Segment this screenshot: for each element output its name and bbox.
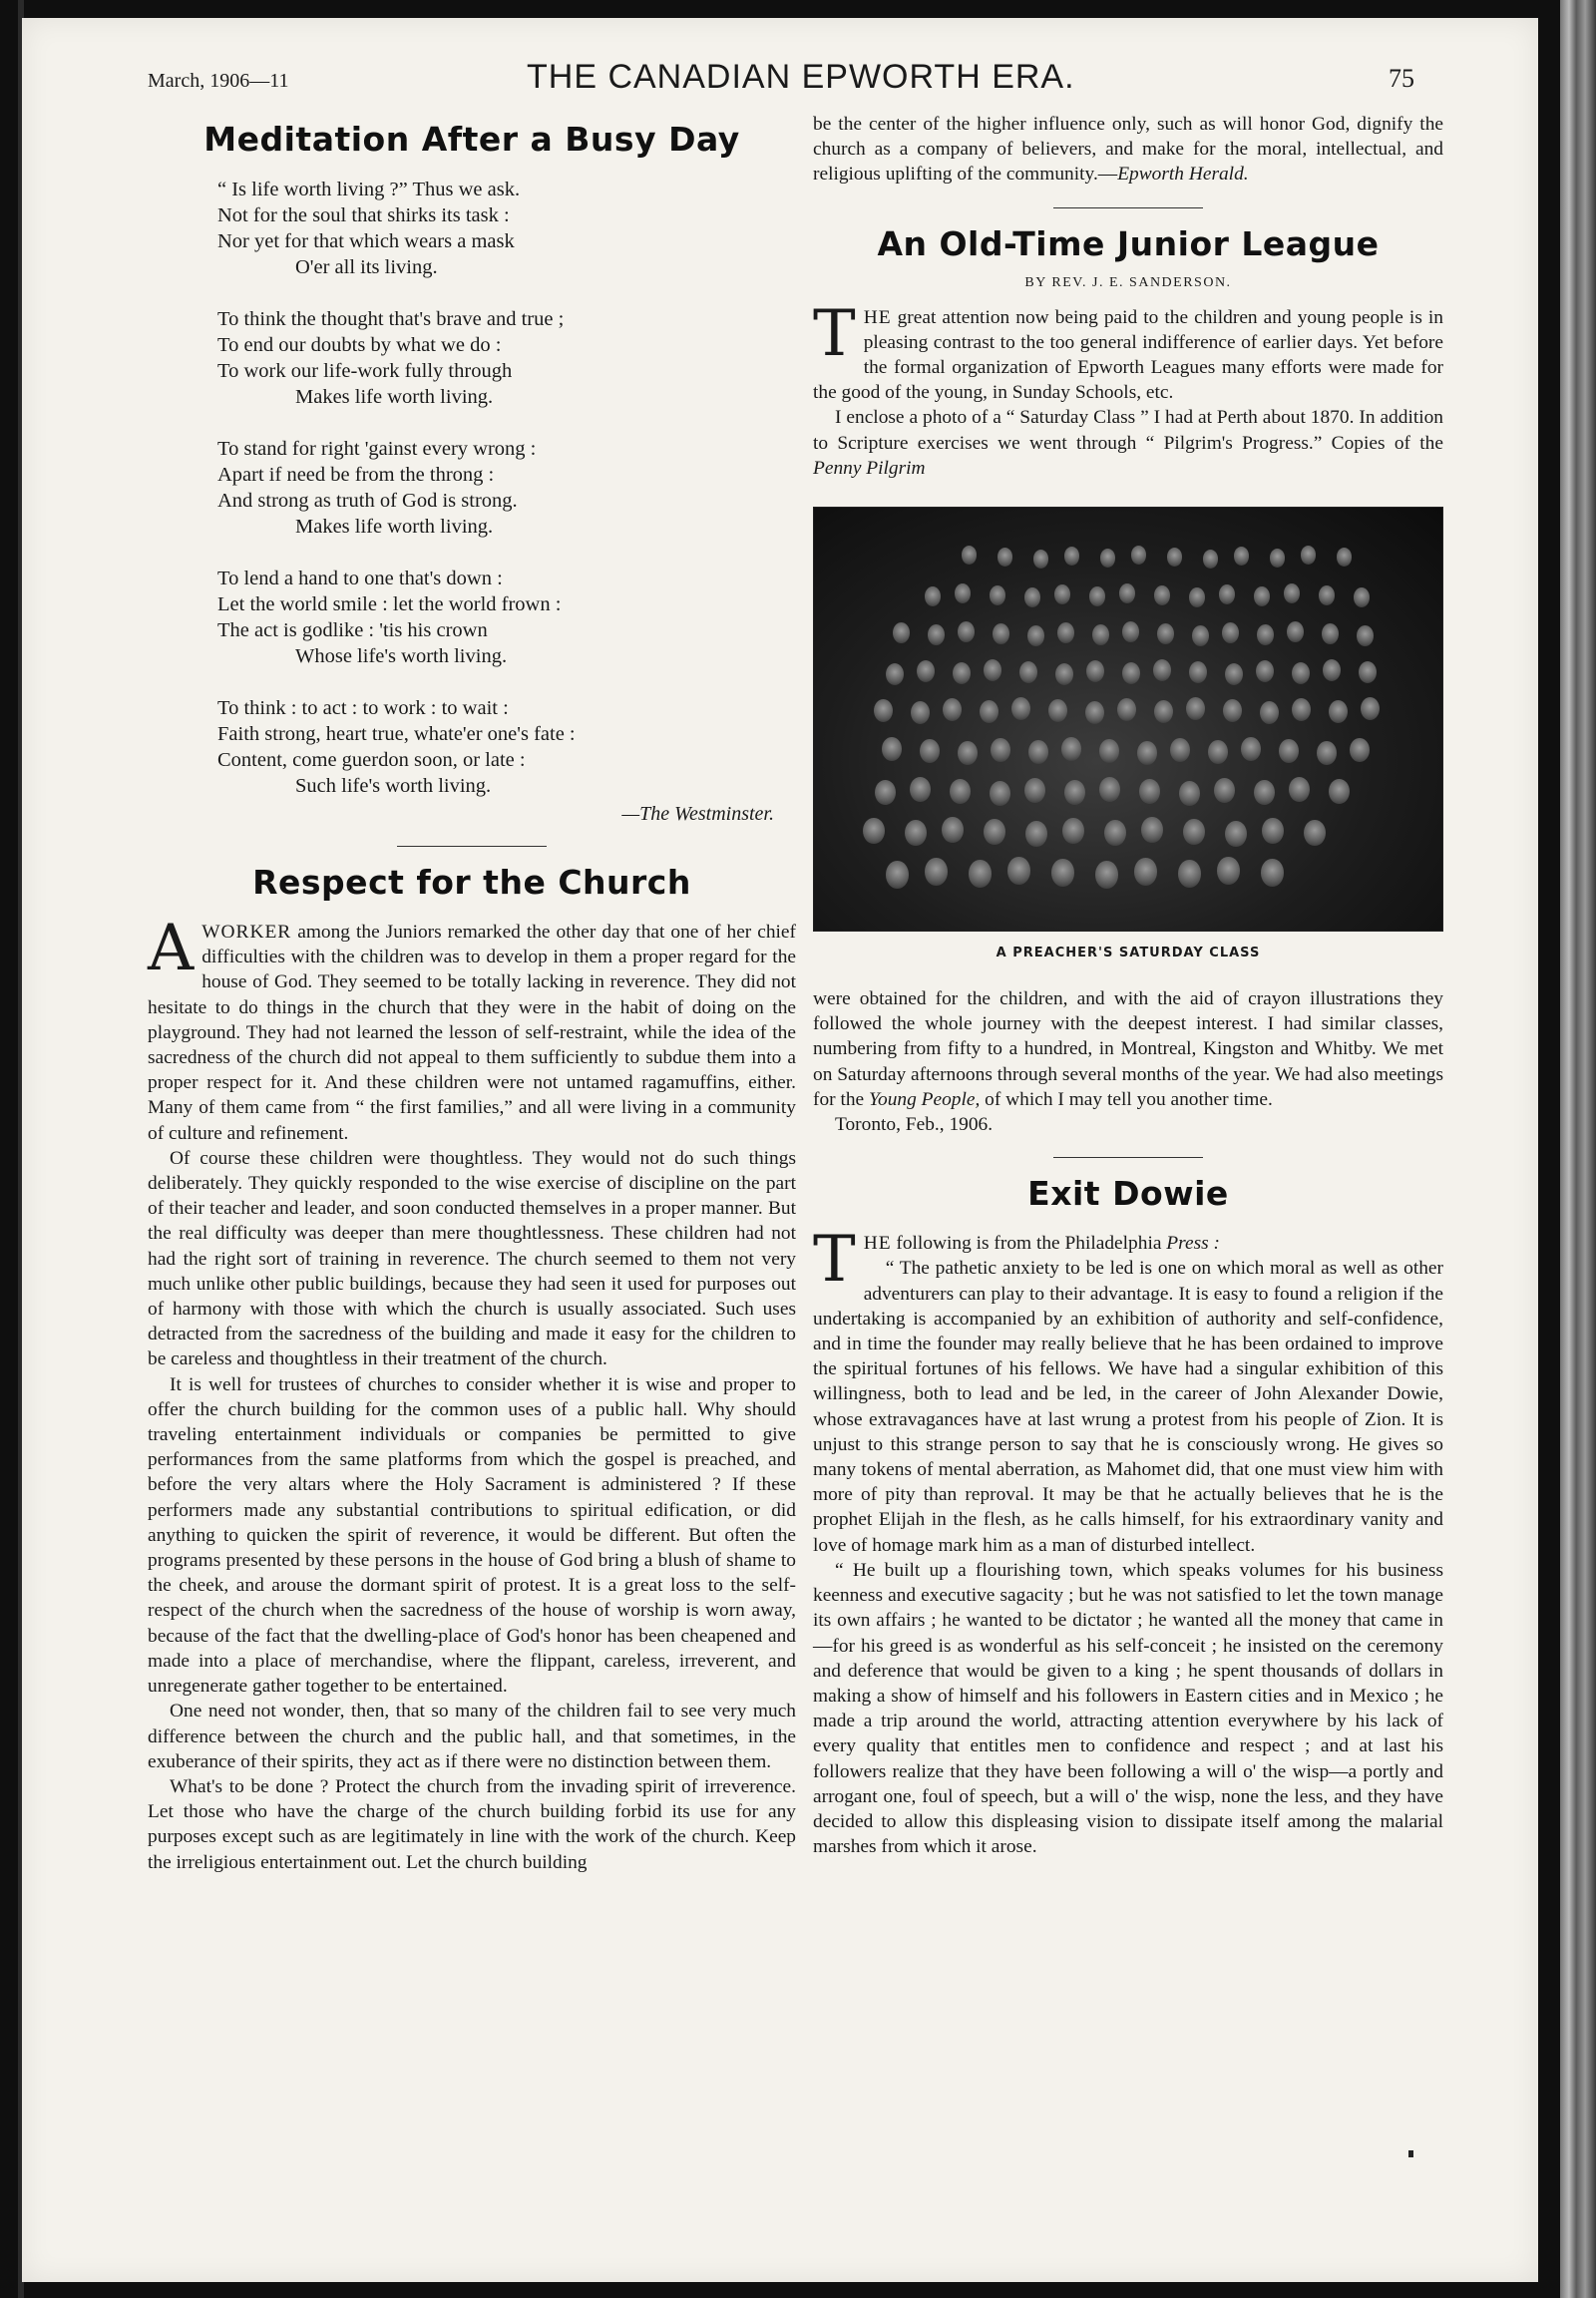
poem-line: Makes life worth living. — [295, 386, 494, 408]
photo-figure — [1099, 739, 1119, 763]
poem-line: To lend a hand to one that's down : — [217, 568, 503, 589]
poem-line: Makes life worth living. — [295, 516, 494, 538]
photo-figure — [1219, 584, 1235, 604]
photo-figure — [984, 659, 1001, 681]
photo-figure — [1234, 547, 1249, 566]
poem-line: To stand for right 'gainst every wrong : — [217, 438, 537, 460]
photo-figure — [875, 780, 896, 805]
photo-figure — [1354, 587, 1370, 607]
photo-figure — [1256, 660, 1274, 682]
photo-figure — [1057, 622, 1074, 643]
photo-figure — [1061, 737, 1081, 761]
poem-stanza — [217, 695, 796, 799]
photo-figure — [1092, 624, 1109, 645]
photo-figure — [1350, 738, 1370, 762]
photo-figure — [1100, 549, 1115, 568]
photo-figure — [1062, 818, 1084, 844]
drop-cap: A — [148, 912, 195, 985]
page-number: 75 — [1389, 64, 1414, 93]
photo-figure — [863, 818, 885, 844]
poem-line: The act is godlike : 'tis his crown — [217, 619, 488, 641]
respect-paragraph: It is well for trustees of churches to consider whether it is wise and proper to offer the church building for the common uses of a public hall. Why should traveling entertainment individuals or companies be permitted to give performances from the same platforms from which the gospel is preached, and before the very altars where the Holy Sacrament is administered ? If these performers made any substantial contributions to spiritual edification, or did anything to quicken the spirit of reverence, it would be different. But often the programs presented by these persons in the house of God bring a blush of shame to the cheek, and arouse the dormant spirit of protest. It is a great loss to the self-respect of the church when the sacredness of the house of worship is worn away, because of the fact that the dwelling-place of God's honor has been cheapened and made into a place of merchandise, where the flippant, careless, irreverent, and unregenerate gather together to be entertained. — [148, 1373, 796, 1698]
photo-figure — [1225, 821, 1247, 847]
photo-figure — [1260, 701, 1279, 724]
photo-figure — [893, 622, 910, 643]
poem-line: Content, come guerdon soon, or late : — [217, 749, 526, 771]
photo-figure — [980, 700, 998, 723]
photo-figure — [925, 858, 948, 886]
photo-figure — [1292, 698, 1311, 721]
respect-paragraph: AWORKER among the Juniors remarked the other day that one of her chief difficulties with the children was to develop in them a proper regard for the house of God. They seemed to be totally lacking in reverence. They did not hesitate to do things in the church that they were in the habit of doing on the playground. They had not learned the lesson of self-restraint, while the idea of the sacredness of the church did not appeal to them sufficiently to subdue them into a proper respect for it. And these children were not untamed ragamuffins, either. Many of them came from “ the first families,” and all were living in a community of culture and refinement. — [148, 912, 796, 1144]
photo-figure — [1329, 700, 1348, 723]
class-photograph — [813, 507, 1443, 932]
photo-figure — [1024, 778, 1045, 803]
photo-figure — [1051, 859, 1074, 887]
dowie-article: THE following is from the Philadelphia Press : “ The pathetic anxiety to be led is one on which moral as well as other adventurers can play to their advantage. It is easy to found a religion if the undertaking is accompanied by an exhibition of authority and self-confidence, and in time the founder may really believe that he has been ordained to improve the spiritual fortunes of his fellows. We have had a singular exhibition of this willingness, both to lead and be led, in the career of John Alexander Dowie, whose extravagances have at last wrung a protest from his people of Zion. It is unjust to this strange person to say that he is consciously wrong. He gives so many tokens of mental aberration, as Mahomet did, that one must view him with more of pity than reproval. It may be that he actually believes that he is the prophet Elijah in the flesh, as he calls himself, for his extraordinary vanity and love of homage mark him as a man of disturbed intellect. “ He built up a flourishing town, which speaks volumes for his business keenness and executive sagacity ; but he was not satisfied to let the town manage its own affairs ; he wanted to be dictator ; he wanted all the money that came in—for his greed is as wonderful as his self-conceit ; he insisted on the ceremony and deference that would be given to a king ; he spent thousands of dollars in making a show of himself and his followers in Eastern cities and in Mexico ; he made a trip around the world, attracting attention everywhere by his lack of every quality that entitles men to confidence and respect ; and at last his followers realize that they have been following a will o' the wisp—a portly and arrogant one, foul of speech, but a will o' the wisp, none the less, and they have decided to allow this displeasing vision to dissipate itself among the malarial marshes from which it arose. — [813, 1231, 1443, 1859]
photo-figure — [1139, 779, 1160, 804]
poem-line: Let the world smile : let the world frown : — [217, 593, 562, 615]
respect-paragraph: One need not wonder, then, that so many of the children fail to see very much difference between the church and the public hall, and that sometimes, in the exuberance of their spirits, they act as if there were no distinction between them. — [148, 1701, 796, 1772]
poem-line: Faith strong, heart true, whate'er one's fate : — [217, 723, 576, 745]
photo-figure — [1095, 861, 1118, 889]
section-divider — [1053, 207, 1203, 208]
poem-line: “ Is life worth living ?” Thus we ask. — [217, 179, 521, 200]
photo-figure — [1241, 737, 1261, 761]
respect-title: Respect for the Church — [252, 863, 691, 902]
issue-date: March, 1906—11 — [148, 70, 289, 92]
photo-figure — [984, 819, 1005, 845]
photo-figure — [1086, 660, 1104, 682]
photo-figure — [1254, 586, 1270, 606]
poem-stanza — [217, 306, 796, 410]
meditation-title: Meditation After a Busy Day — [203, 120, 740, 159]
photo-figure — [969, 860, 992, 888]
photo-figure — [1170, 738, 1190, 762]
photo-figure — [1137, 741, 1157, 765]
photo-figure — [1361, 697, 1380, 720]
poem-line: Not for the soul that shirks its task : — [217, 204, 510, 226]
photo-figure — [1157, 623, 1174, 644]
meditation-poem — [217, 177, 796, 799]
poem-line: Apart if need be from the throng : — [217, 464, 495, 486]
photo-figure — [1153, 659, 1171, 681]
photo-figure — [1122, 621, 1139, 642]
drop-cap: T — [813, 296, 856, 371]
photo-figure — [943, 698, 962, 721]
photo-figure — [1322, 623, 1339, 644]
photo-figure — [1319, 585, 1335, 605]
photo-figure — [1131, 546, 1146, 565]
photo-figure — [1222, 622, 1239, 643]
photo-figure — [991, 738, 1010, 762]
photo-figure — [1357, 625, 1374, 646]
photo-figure — [886, 663, 904, 685]
photo-figure — [1134, 858, 1157, 886]
section-divider — [1053, 1157, 1203, 1158]
photo-figure — [1279, 739, 1299, 763]
photo-figure — [1104, 820, 1126, 846]
photo-figure — [1027, 625, 1044, 646]
photo-figure — [1007, 857, 1030, 885]
photo-figure — [958, 621, 975, 642]
poem-stanza — [217, 566, 796, 669]
poem-line: And strong as truth of God is strong. — [217, 490, 518, 512]
poem-line: To work our life-work fully through — [217, 360, 513, 382]
photo-figure — [1178, 860, 1201, 888]
respect-article — [148, 912, 796, 1875]
photo-figure — [1317, 741, 1337, 765]
photo-figure — [1189, 587, 1205, 607]
photo-figure — [990, 585, 1005, 605]
junior-league-byline: BY REV. J. E. SANDERSON. — [1024, 274, 1232, 290]
photo-figure — [955, 583, 971, 603]
photo-figure — [1261, 859, 1284, 887]
photo-figure — [993, 623, 1009, 644]
photo-figure — [1085, 701, 1104, 724]
photo-figure — [928, 624, 945, 645]
photo-figure — [1214, 778, 1235, 803]
dowie-paragraph: “ The pathetic anxiety to be led is one on which moral as well as other adventurers can play to their advantage. It is easy to found a religion if the undertaking is accompanied by an exhibition of authority and self-confidence, and in time the founder may really believe that he has been ordained to improve the spiritual fortunes of his fellows. We have had a singular exhibition of this willingness, both to lead and be led, in the career of John Alexander Dowie, whose extravagances have at last wrung a protest from his people of Zion. It is unjust to this strange person to say that he is consciously wrong. He gives so many tokens of mental aberration, as Mahomet did, that one must view him with more of pity than reproval. It may be that he actually believes that he is the prophet Elijah in the flesh, as he calls himself, for his extraordinary vanity and love of homage mark him as a man of disturbed intellect. — [813, 1258, 1443, 1556]
photo-figure — [925, 586, 941, 606]
photo-figure — [1119, 583, 1135, 603]
poem-stanza — [217, 177, 796, 280]
photo-figure — [1287, 621, 1304, 642]
end-mark — [1408, 2150, 1413, 2157]
photo-figure — [1217, 857, 1240, 885]
photo-figure — [1011, 697, 1030, 720]
photo-figure — [1257, 624, 1274, 645]
photo-figure — [1183, 819, 1205, 845]
photo-figure — [874, 699, 893, 722]
left-column — [148, 112, 796, 1875]
poem-line: To think : to act : to work : to wait : — [217, 697, 509, 719]
photo-figure — [998, 548, 1012, 567]
photo-figure — [886, 861, 909, 889]
photo-figure — [990, 781, 1010, 806]
photo-figure — [1154, 700, 1173, 723]
drop-cap: T — [813, 1223, 856, 1298]
photo-figure — [1262, 818, 1284, 844]
photo-figure — [1284, 583, 1300, 603]
photo-figure — [1203, 550, 1218, 569]
photo-figure — [920, 739, 940, 763]
photo-figure — [917, 660, 935, 682]
section-divider — [397, 846, 547, 847]
photo-figure — [1192, 625, 1209, 646]
photo-figure — [1064, 547, 1079, 566]
junior-league-article-cont: were obtained for the children, and with the aid of crayon illustrations they followed the whole journey with the deepest interest. I had similar classes, numbering from fifty to a hundred, in Montreal, Kingston and Whitby. We met on Saturday afternoons through several months of the year. We had also meetings for the Young People, of which I may tell you another time. Toronto, Feb., 1906. — [813, 986, 1443, 1137]
photo-figure — [1289, 777, 1310, 802]
respect-source: Epworth Herald. — [1117, 164, 1249, 186]
poem-line: O'er all its living. — [295, 256, 438, 278]
photo-figure — [1028, 740, 1048, 764]
photo-figure — [1337, 548, 1352, 567]
photo-figure — [911, 701, 930, 724]
photo-figure — [1304, 820, 1326, 846]
photo-figure — [1179, 781, 1200, 806]
photo-figure — [1024, 587, 1040, 607]
photo-figure — [1225, 663, 1243, 685]
photo-figure — [1055, 663, 1073, 685]
photo-figure — [1329, 779, 1350, 804]
photo-figure — [1323, 659, 1341, 681]
poem-line: Whose life's worth living. — [295, 645, 508, 667]
photo-figure — [1089, 586, 1105, 606]
photo-figure — [1208, 740, 1228, 764]
photo-figure — [1117, 698, 1136, 721]
junior-league-signoff: Toronto, Feb., 1906. — [835, 1114, 994, 1136]
photo-figure — [1189, 661, 1207, 683]
respect-continuation: be the center of the higher influence only, such as will honor God, dignify the church as a company of believers, and make for the moral, intellectual, and religious uplifting of the community.—Epworth Herald. — [813, 114, 1443, 186]
photo-figure — [953, 662, 971, 684]
binding-spine — [1560, 0, 1596, 2298]
poem-stanza — [217, 436, 796, 540]
photo-figure — [1033, 550, 1048, 569]
photo-figure — [882, 737, 902, 761]
poem-line: Nor yet for that which wears a mask — [217, 230, 515, 252]
respect-paragraph: What's to be done ? Protect the church from the invading spirit of irreverence. Let those who have the charge of the church building forbid its use for any purposes except such as are legitimately in line with the work of the church. Keep the irreligious entertainment out. Let the church building — [148, 1775, 796, 1873]
photo-figure — [1270, 549, 1285, 568]
photo-figure — [942, 817, 964, 843]
photo-figure — [1186, 697, 1205, 720]
photo-figure — [1054, 584, 1070, 604]
junior-league-title: An Old-Time Junior League — [877, 223, 1380, 263]
right-column — [813, 112, 1443, 1859]
photo-figure — [1301, 546, 1316, 565]
respect-paragraph: Of course these children were thoughtless. They would not do such things deliberately. They quickly responded to the wise exercise of discipline on the part of their teacher and leader, and soon conducted themselves in a proper manner. But the real difficulty was deeper than mere thoughtlessness. These children had not had the right sort of training in reverence. The church seemed to them not very much unlike other public buildings, because they had seen it used for purposes out of harmony with those with which the church is usually associated. Such uses detracted from the sacredness of the building and made it easy for the children to be careless and thoughtless in their treatment of the church. — [148, 1147, 796, 1370]
photo-figure — [1019, 661, 1037, 683]
meditation-attribution: —The Westminster. — [621, 803, 774, 825]
photo-figure — [1122, 662, 1140, 684]
photo-figure — [1154, 585, 1170, 605]
photo-figure — [1099, 777, 1120, 802]
photo-figure — [1254, 780, 1275, 805]
junior-league-article: THE great attention now being paid to the children and young people is in pleasing contrast to the too general indifference of earlier days. Yet before the formal organization of Epworth Leagues many efforts were made for the good of the young, in Sunday Schools, etc. I enclose a photo of a “ Saturday Class ” I had at Perth about 1870. In addition to Scripture exercises we went through “ Pilgrim's Progress.” Copies of the Penny Pilgrim — [813, 296, 1443, 479]
dowie-title: Exit Dowie — [1027, 1174, 1229, 1214]
photo-figure — [1292, 662, 1310, 684]
running-head — [148, 58, 1444, 106]
photo-figure — [1048, 699, 1067, 722]
poem-line: To end our doubts by what we do : — [217, 334, 502, 356]
photo-figure — [1025, 821, 1047, 847]
photo-figure — [1359, 661, 1377, 683]
photo-figure — [958, 741, 978, 765]
photo-figure — [1064, 780, 1085, 805]
photo-figure — [905, 820, 927, 846]
photo-figure — [962, 546, 977, 565]
poem-line: Such life's worth living. — [295, 775, 492, 797]
poem-line: To think the thought that's brave and true ; — [217, 308, 565, 330]
photo-figure — [910, 777, 931, 802]
photo-figure — [1223, 699, 1242, 722]
photo-figure — [1167, 548, 1182, 567]
publication-title: THE CANADIAN EPWORTH ERA. — [527, 58, 1075, 96]
photo-figure — [1141, 817, 1163, 843]
photo-figure — [950, 779, 971, 804]
photo-caption: A PREACHER'S SATURDAY CLASS — [996, 946, 1261, 961]
dowie-paragraph: “ He built up a flourishing town, which speaks volumes for his business keenness and executive sagacity ; but he was not satisfied to let the town manage its own affairs ; he wanted to be dictator ; he wanted all the money that came in—for his greed is as wonderful as his self-conceit ; he insisted on the ceremony and deference that would be given to a king ; he spent thousands of dollars in making a show of himself and his followers in Eastern cities and in Mexico ; he made a trip around the world, attracting attention everywhere by his lack of every quality that entitles men to confidence and respect ; and at last his followers realize that they have been following a will o' the wisp—a portly and arrogant one, foul of speech, but a will o' the wisp, none the less, and they have decided to allow this displeasing vision to dissipate itself among the malarial marshes from which it arose. — [813, 1559, 1443, 1858]
